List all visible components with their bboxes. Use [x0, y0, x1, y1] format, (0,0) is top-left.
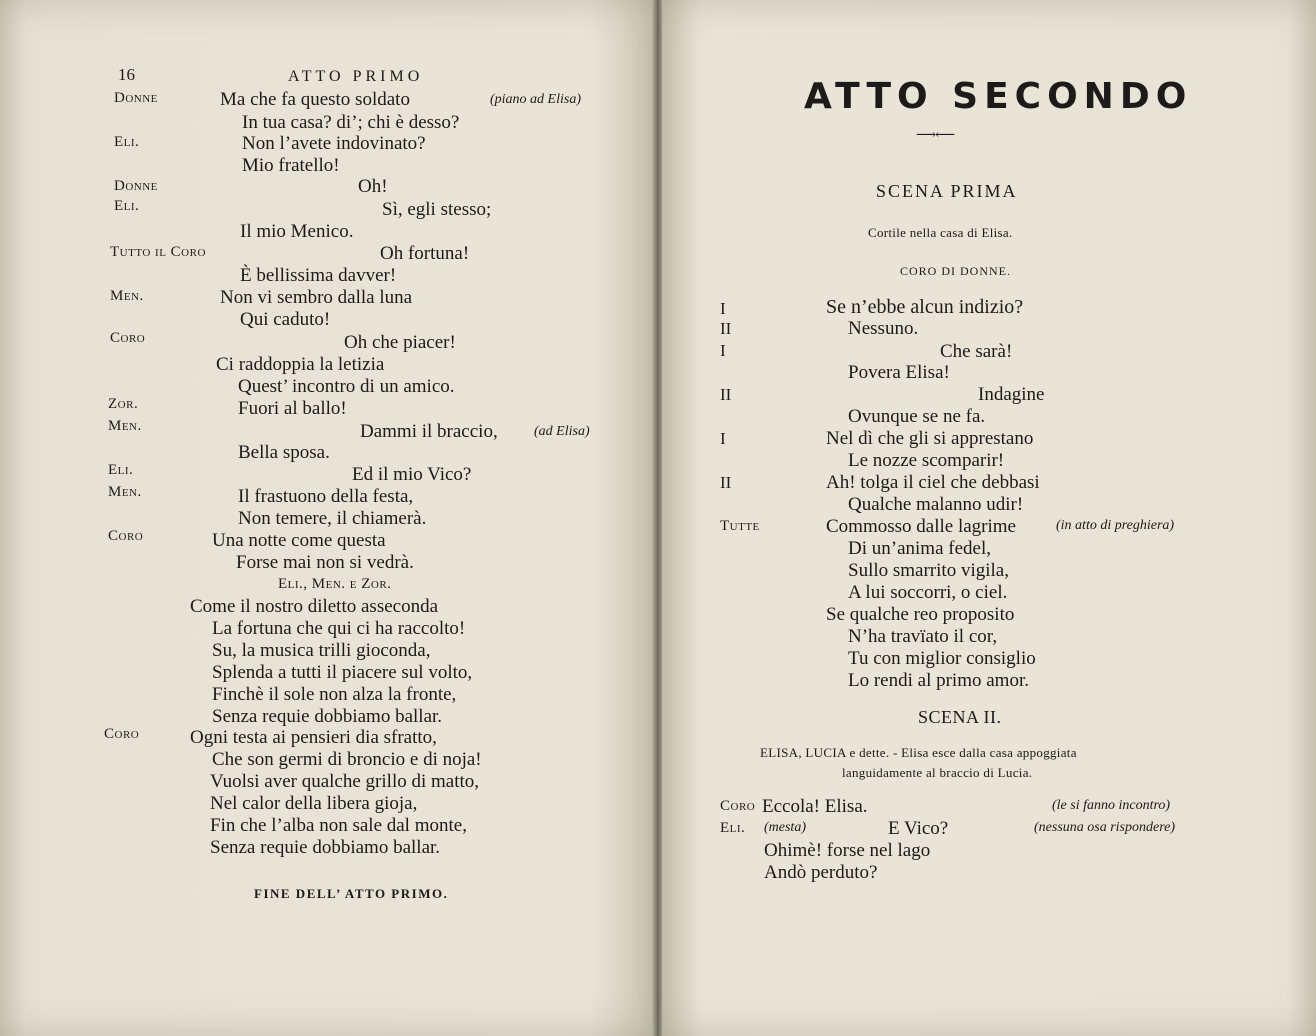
speaker: II: [720, 319, 732, 338]
verse-line: Oh!: [358, 176, 388, 197]
verse-line: Senza requie dobbiamo ballar.: [210, 837, 441, 858]
speaker: II: [720, 473, 732, 492]
verse-line: Povera Elisa!: [848, 362, 950, 383]
verse-line: Ed il mio Vico?: [352, 464, 472, 485]
verse-line: Ohimè! forse nel lago: [764, 840, 931, 861]
verse-line: Nel calor della libera gioja,: [210, 793, 418, 814]
verse-line: Fuori al ballo!: [238, 398, 347, 419]
verse-line: Una notte come questa: [212, 530, 386, 551]
left-page: [0, 0, 654, 1036]
speaker: Coro: [720, 798, 756, 814]
verse-line: Ovunque se ne fa.: [848, 406, 986, 427]
verse-line: Forse mai non si vedrà.: [236, 552, 414, 573]
speaker: Men.: [108, 484, 142, 500]
verse-line: Sullo smarrito vigila,: [848, 560, 1009, 581]
stage-direction: (le si fanno incontro): [1052, 798, 1171, 813]
verse-line: Nel dì che gli si apprestano: [826, 428, 1034, 449]
speaker: Eli.: [720, 820, 746, 836]
verse-line: Oh che piacer!: [344, 332, 456, 353]
verse-line: Che son germi di broncio e di noja!: [212, 749, 482, 770]
speaker: Donne: [114, 90, 158, 106]
act-title: ATTO SECONDO: [804, 76, 1193, 117]
verse-line: Nessuno.: [848, 318, 919, 339]
scene-setting: ELISA, LUCIA e dette. - Elisa esce dalla casa appoggiata: [760, 745, 1077, 760]
scene-title: SCENA PRIMA: [876, 181, 1018, 201]
verse-line: Le nozze scomparir!: [848, 450, 1005, 471]
running-head: ATTO PRIMO: [288, 68, 424, 85]
ornament-rule: ⟶⟵: [916, 127, 955, 143]
verse-line: Splenda a tutti il piacere sul volto,: [212, 662, 473, 683]
verse-line: Andò perduto?: [764, 862, 878, 883]
verse-line: Di un’anima fedel,: [848, 538, 991, 559]
chorus-heading: CORO DI DONNE.: [900, 264, 1011, 278]
scene-title: SCENA II.: [918, 707, 1002, 727]
verse-line: A lui soccorri, o ciel.: [848, 582, 1008, 603]
verse-line: Qui caduto!: [240, 309, 331, 330]
stage-direction: (piano ad Elisa): [490, 92, 581, 107]
stage-direction: (ad Elisa): [534, 424, 590, 439]
verse-line: Il frastuono della festa,: [238, 486, 414, 507]
verse-line: Commosso dalle lagrime: [826, 516, 1016, 537]
speaker: Coro: [108, 528, 144, 544]
verse-line: Ah! tolga il ciel che debbasi: [826, 472, 1040, 493]
verse-line: Eccola! Elisa.: [762, 796, 868, 817]
verse-line: Senza requie dobbiamo ballar.: [212, 706, 443, 727]
speaker: Zor.: [108, 396, 139, 412]
page-number: 16: [118, 65, 135, 84]
verse-line: N’ha travïato il cor,: [848, 626, 998, 647]
verse-line: È bellissima davver!: [240, 265, 397, 286]
speaker: Donne: [114, 178, 158, 194]
verse-line: Quest’ incontro di un amico.: [238, 376, 455, 397]
verse-line: Ci raddoppia la letizia: [216, 354, 385, 375]
verse-line: E Vico?: [888, 818, 949, 839]
verse-line: Come il nostro diletto asseconda: [190, 596, 439, 617]
verse-line: Non l’avete indovinato?: [242, 133, 426, 154]
verse-line: Finchè il sole non alza la fronte,: [212, 684, 457, 705]
speaker: II: [720, 385, 732, 404]
verse-line: Ogni testa ai pensieri dia sfratto,: [190, 727, 437, 748]
verse-line: Mio fratello!: [242, 155, 340, 176]
verse-line: Oh fortuna!: [380, 243, 470, 264]
right-page: [662, 0, 1316, 1036]
verse-line: Bella sposa.: [238, 442, 330, 463]
end-of-act-note: FINE DELL’ ATTO PRIMO.: [254, 886, 449, 901]
speaker: Tutte: [720, 518, 760, 534]
speaker: I: [720, 429, 726, 448]
speaker: Eli.: [114, 134, 140, 150]
speaker: Men.: [108, 418, 142, 434]
verse-line: Ma che fa questo soldato: [220, 89, 410, 110]
speaker: Tutto il Coro: [110, 244, 206, 260]
speaker: I: [720, 341, 726, 360]
verse-line: Dammi il braccio,: [360, 421, 498, 442]
speaker: I: [720, 299, 726, 318]
verse-line: Indagine: [978, 384, 1045, 405]
verse-line: Non temere, il chiamerà.: [238, 508, 427, 529]
verse-line: Fin che l’alba non sale dal monte,: [210, 815, 467, 836]
stage-direction: (nessuna osa rispondere): [1034, 820, 1176, 835]
verse-line: Se qualche reo proposito: [826, 604, 1015, 625]
speaker: Eli.: [108, 462, 134, 478]
verse-line: Sì, egli stesso;: [382, 199, 492, 220]
stage-direction: (mesta): [764, 820, 806, 835]
verse-line: In tua casa? di’; chi è desso?: [242, 112, 460, 133]
stage-direction: (in atto di preghiera): [1056, 518, 1175, 533]
verse-line: Tu con miglior consiglio: [848, 648, 1036, 669]
verse-line: Su, la musica trilli gioconda,: [212, 640, 431, 661]
verse-line: Lo rendi al primo amor.: [848, 670, 1029, 691]
verse-line: Il mio Menico.: [240, 221, 354, 242]
verse-line: Vuolsi aver qualche grillo di matto,: [210, 771, 480, 792]
verse-line: Che sarà!: [940, 341, 1013, 362]
verse-line: La fortuna che qui ci ha raccolto!: [212, 618, 466, 639]
speaker: Eli.: [114, 198, 140, 214]
verse-line: Se n’ebbe alcun indizio?: [826, 296, 1024, 318]
speaker: Coro: [110, 330, 146, 346]
ensemble-speakers: Eli., Men. e Zor.: [278, 576, 392, 592]
speaker: Coro: [104, 726, 140, 742]
speaker: Men.: [110, 288, 144, 304]
scene-setting: languidamente al braccio di Lucia.: [842, 765, 1033, 780]
verse-line: Non vi sembro dalla luna: [220, 287, 413, 308]
verse-line: Qualche malanno udir!: [848, 494, 1024, 515]
scene-setting: Cortile nella casa di Elisa.: [868, 225, 1013, 240]
